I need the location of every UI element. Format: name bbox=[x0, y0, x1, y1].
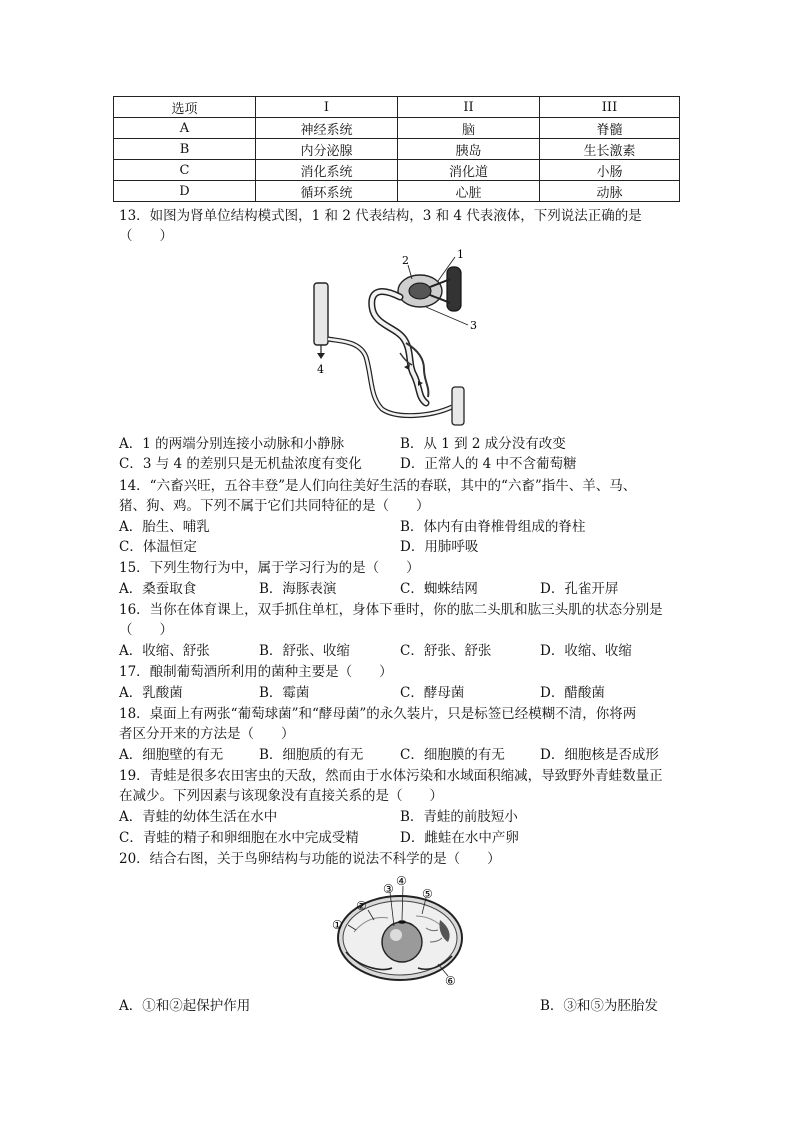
egg-label-3: ③ bbox=[383, 882, 394, 896]
q19-option-c: C．青蛙的精子和卵细胞在水中完成受精 bbox=[119, 830, 359, 846]
q17-option-d: D．醋酸菌 bbox=[540, 685, 605, 701]
table-cell: D bbox=[114, 181, 256, 202]
q13-option-a: A．1 的两端分别连接小动脉和小静脉 bbox=[119, 436, 345, 452]
q14-option-a: A．胎生、哺乳 bbox=[119, 519, 210, 535]
bird-egg-figure bbox=[330, 872, 470, 990]
q19-option-a: A．青蛙的幼体生活在水中 bbox=[119, 809, 278, 825]
q16-option-d: D．收缩、收缩 bbox=[540, 643, 632, 659]
table-cell: 心脏 bbox=[398, 181, 540, 202]
table-cell: 消化道 bbox=[398, 160, 540, 181]
q13-stem-cont: （ ） bbox=[119, 228, 173, 244]
q13-option-c: C．3 与 4 的差别只是无机盐浓度有变化 bbox=[119, 456, 362, 472]
q18-option-a: A．细胞壁的有无 bbox=[119, 747, 224, 763]
q14-option-c: C．体温恒定 bbox=[119, 539, 197, 555]
q19-option-d: D．雌蛙在水中产卵 bbox=[400, 830, 519, 846]
q20-option-a: A．①和②起保护作用 bbox=[119, 998, 251, 1014]
q19-stem-cont: 在减少。下列因素与该现象没有直接关系的是（ ） bbox=[119, 788, 443, 804]
q17-option-b: B．霉菌 bbox=[259, 685, 310, 701]
table-header-cell: II bbox=[398, 97, 540, 118]
q16-stem-cont: （ ） bbox=[119, 622, 173, 638]
q18-option-c: C．细胞膜的有无 bbox=[400, 747, 505, 763]
germinal-disc bbox=[398, 920, 406, 924]
table-row bbox=[114, 118, 680, 139]
glomerulus bbox=[409, 283, 431, 299]
q19-option-b: B．青蛙的前肢短小 bbox=[400, 809, 518, 825]
yolk bbox=[382, 922, 422, 962]
q18-option-d: D．细胞核是否成形 bbox=[540, 747, 659, 763]
nephron-figure bbox=[300, 247, 490, 432]
q18-stem-cont: 者区分开来的方法是（ ） bbox=[119, 726, 295, 742]
q15-stem: 15．下列生物行为中，属于学习行为的是（ ） bbox=[119, 560, 420, 576]
egg-label-2: ② bbox=[356, 899, 367, 913]
table-cell: 小肠 bbox=[540, 160, 680, 181]
q17-option-c: C．酵母菌 bbox=[400, 685, 465, 701]
table-cell: 脑 bbox=[398, 118, 540, 139]
table-cell: 神经系统 bbox=[256, 118, 398, 139]
egg-label-5: ⑤ bbox=[422, 887, 433, 901]
table-cell: 消化系统 bbox=[256, 160, 398, 181]
q13-option-d: D．正常人的 4 中不含葡萄糖 bbox=[400, 456, 577, 472]
table-cell: 动脉 bbox=[540, 181, 680, 202]
label-4: 4 bbox=[317, 363, 324, 376]
q15-option-d: D．孔雀开屏 bbox=[540, 581, 619, 597]
q18-stem: 18．桌面上有两张“葡萄球菌”和“酵母菌”的永久装片，只是标签已经模糊不清，你将两 bbox=[119, 706, 637, 722]
q14-stem: 14．“六畜兴旺，五谷丰登”是人们向往美好生活的春联，其中的“六畜”指牛、羊、马、 bbox=[119, 478, 637, 494]
q16-option-a: A．收缩、舒张 bbox=[119, 643, 210, 659]
q20-option-b: B．③和⑤为胚胎发 bbox=[540, 998, 658, 1014]
egg-label-4: ④ bbox=[396, 874, 407, 888]
left-vessel bbox=[314, 283, 328, 345]
q13-stem: 13．如图为肾单位结构模式图，1 和 2 代表结构，3 和 4 代表液体，下列说法正确的是 bbox=[119, 208, 642, 224]
label-2: 2 bbox=[402, 254, 409, 267]
q18-option-b: B．细胞质的有无 bbox=[259, 747, 364, 763]
q20-stem: 20．结合右图，关于鸟卵结构与功能的说法不科学的是（ ） bbox=[119, 851, 501, 867]
table-cell: 脊髓 bbox=[540, 118, 680, 139]
q14-option-b: B．体内有由脊椎骨组成的脊柱 bbox=[400, 519, 586, 535]
table-cell: A bbox=[114, 118, 256, 139]
options-table bbox=[113, 96, 680, 202]
q16-option-c: C．舒张、舒张 bbox=[400, 643, 492, 659]
q14-option-d: D．用肺呼吸 bbox=[400, 539, 479, 555]
table-cell: 内分泌腺 bbox=[256, 139, 398, 160]
table-row bbox=[114, 181, 680, 202]
table-cell: 生长激素 bbox=[540, 139, 680, 160]
table-cell: 循环系统 bbox=[256, 181, 398, 202]
q14-stem-cont: 猪、狗、鸡。下列不属于它们共同特征的是（ ） bbox=[119, 498, 430, 514]
label-1: 1 bbox=[457, 248, 464, 261]
table-header-cell: III bbox=[540, 97, 680, 118]
table-header-row bbox=[114, 97, 680, 118]
q17-option-a: A．乳酸菌 bbox=[119, 685, 183, 701]
table-cell: B bbox=[114, 139, 256, 160]
q16-option-b: B．舒张、收缩 bbox=[259, 643, 350, 659]
label-3: 3 bbox=[470, 319, 477, 332]
table-cell: C bbox=[114, 160, 256, 181]
yolk-highlight bbox=[390, 929, 402, 941]
q16-stem: 16．当你在体育课上，双手抓住单杠，身体下垂时，你的肱二头肌和肱三头肌的状态分别是 bbox=[119, 602, 663, 618]
q15-option-b: B．海豚表演 bbox=[259, 581, 337, 597]
q13-option-b: B．从 1 到 2 成分没有改变 bbox=[400, 436, 566, 452]
table-row bbox=[114, 160, 680, 181]
dark-vessel bbox=[447, 267, 461, 311]
q15-option-a: A．桑蚕取食 bbox=[119, 581, 197, 597]
table-row bbox=[114, 139, 680, 160]
table-header-cell: I bbox=[256, 97, 398, 118]
table-header-cell: 选项 bbox=[114, 97, 256, 118]
egg-label-1: ① bbox=[332, 918, 343, 932]
egg-label-6: ⑥ bbox=[445, 974, 456, 988]
table-cell: 胰岛 bbox=[398, 139, 540, 160]
q15-option-c: C．蜘蛛结网 bbox=[400, 581, 478, 597]
q19-stem: 19．青蛙是很多农田害虫的天敌，然而由于水体污染和水域面积缩减，导致野外青蛙数量正 bbox=[119, 768, 663, 784]
q17-stem: 17．酿制葡萄酒所利用的菌种主要是（ ） bbox=[119, 664, 393, 680]
bottom-vessel bbox=[452, 387, 464, 425]
